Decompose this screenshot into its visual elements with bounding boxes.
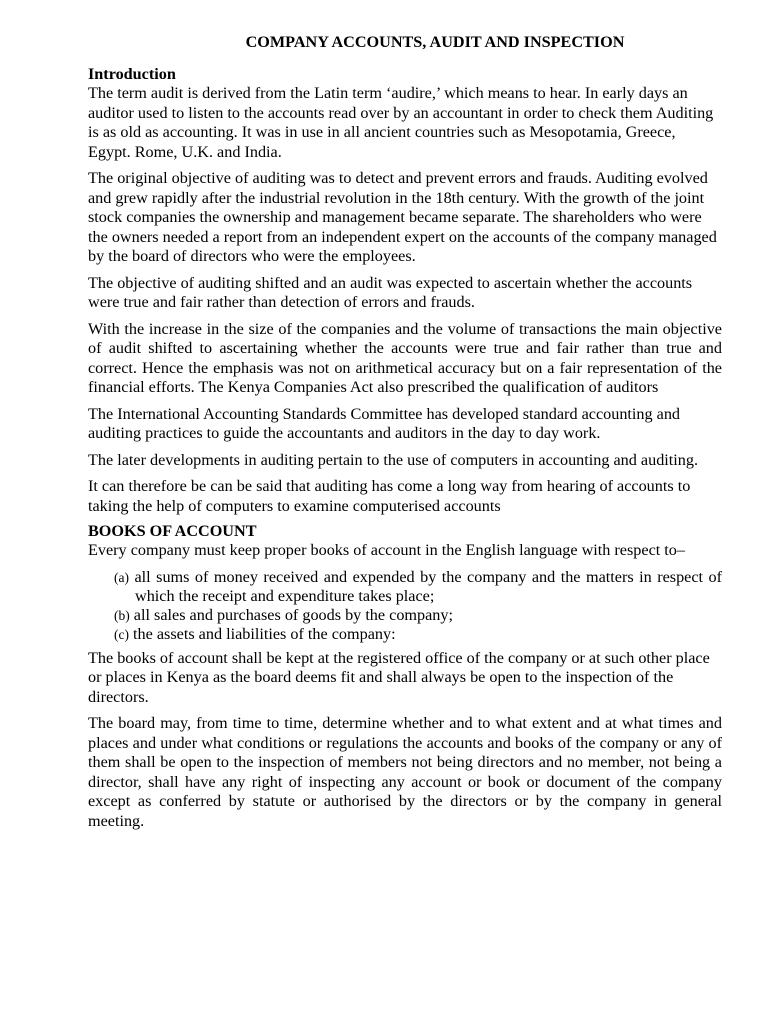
list-marker: (b): [114, 607, 130, 623]
books-paragraph-1: The books of account shall be kept at the registered office of the company or at such other place or places in Kenya as the board deems fit and shall always be open to the inspection of the directors.: [88, 648, 710, 706]
list-item: [114, 568, 722, 606]
list-marker: (a): [114, 569, 129, 585]
intro-paragraph-6: The later developments in auditing pertain to the use of computers in accounting and auditing.: [88, 450, 699, 469]
books-of-account-section: [88, 522, 722, 831]
list-item-text: all sums of money received and expended by the company and the matters in respect of which the receipt and expenditure takes place;: [134, 567, 722, 605]
books-of-account-intro: Every company must keep proper books of account in the English language with respect to–: [88, 541, 685, 559]
intro-paragraph-4: With the increase in the size of the companies and the volume of transactions the main objective of audit shifted to ascertaining whether the accounts were true and fair rather than true and correct. Hence the emphasis was not on arithmetical accuracy but on a fair representation of the financial efforts. The Kenya Companies Act also prescribed the qualification of auditors: [88, 319, 722, 396]
list-item-text: the assets and liabilities of the company:: [133, 624, 396, 643]
intro-paragraph-7: It can therefore be can be said that auditing has come a long way from hearing of accounts to taking the help of computers to examine computerised accounts: [88, 477, 691, 515]
intro-paragraph-1: The term audit is derived from the Latin term ‘audire,’ which means to hear. In early days an auditor used to listen to the accounts read over by an accountant in order to check them Auditing is as old as accounting. It was in use in all ancient countries such as Mesopotamia, Greece, Egypt. Rome, U.K. and India.: [88, 84, 714, 161]
introduction-heading: Introduction: [88, 65, 176, 83]
list-item: [114, 625, 722, 644]
list-marker: (c): [114, 626, 129, 642]
intro-paragraph-3: The objective of auditing shifted and an audit was expected to ascertain whether the accounts were true and fair rather than detection of errors and frauds.: [88, 273, 693, 311]
document-title: COMPANY ACCOUNTS, AUDIT AND INSPECTION: [245, 33, 625, 51]
books-of-account-heading: BOOKS OF ACCOUNT: [88, 522, 257, 540]
introduction-section: [88, 65, 722, 516]
books-of-account-list: [88, 568, 722, 644]
intro-paragraph-2: The original objective of auditing was to detect and prevent errors and frauds. Auditing evolved and grew rapidly after the industrial revolution in the 18th century. With the growth of the joint stock companies the ownership and management became separate. The shareholders who were the owners needed a report from an independent expert on the accounts of the company managed by the board of directors who were the employees.: [88, 169, 717, 265]
intro-paragraph-5: The International Accounting Standards Committee has developed standard accounting and auditing practices to guide the accountants and auditors in the day to day work.: [88, 404, 681, 442]
list-item-text: all sales and purchases of goods by the company;: [133, 605, 453, 624]
list-item: [114, 606, 722, 625]
books-paragraph-2: The board may, from time to time, determine whether and to what extent and at what times and places and under what conditions or regulations the accounts and books of the company or any of them shall be open to the inspection of members not being directors and no member, not being a director, shall have any right of inspecting any account or book or document of the company except as conferred by statute or authorised by the directors or by the company in general meeting.: [88, 714, 722, 830]
